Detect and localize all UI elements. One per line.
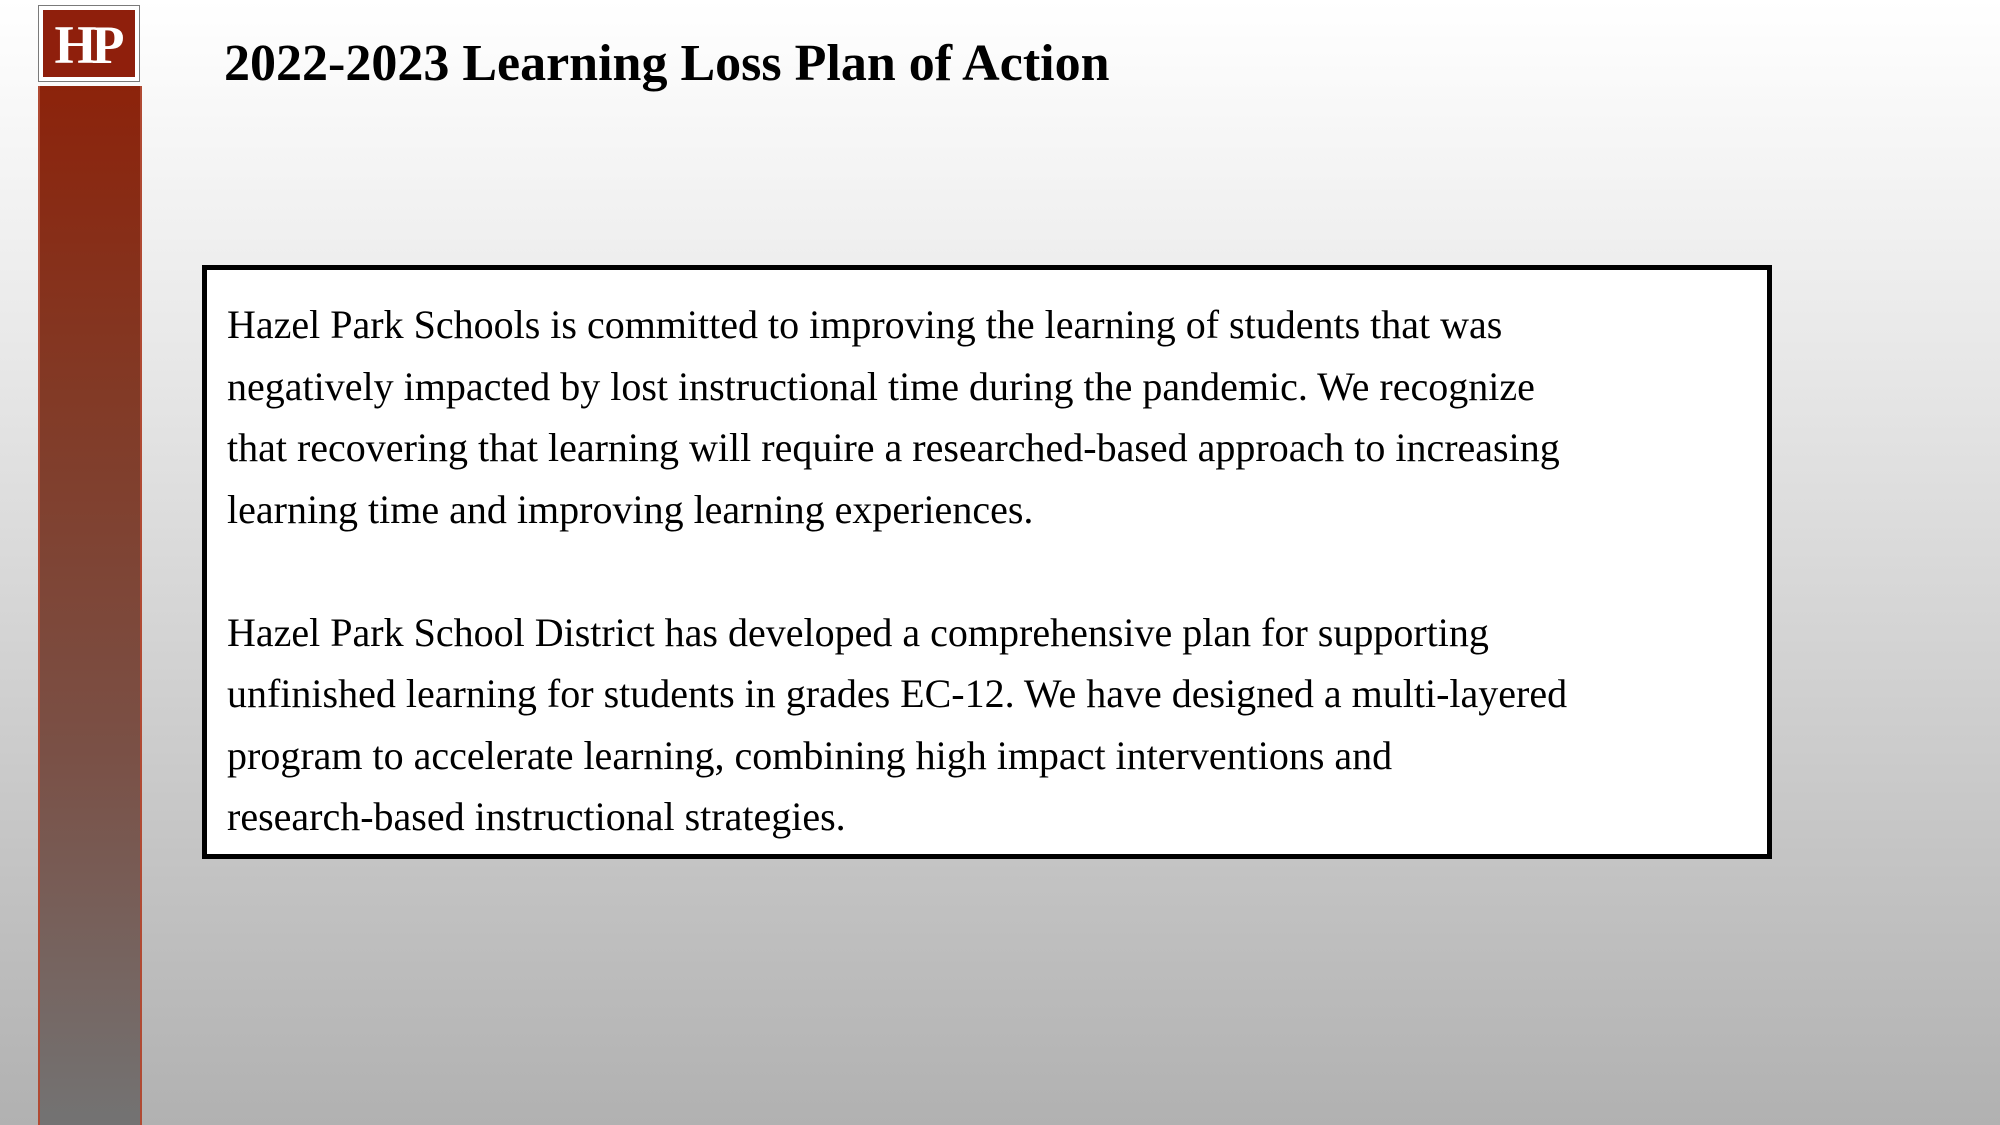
paragraph-line: Hazel Park School District has developed a comprehensive plan for supporting <box>227 609 1489 655</box>
slide-title: 2022-2023 Learning Loss Plan of Action <box>224 35 1110 92</box>
paragraph-line: Hazel Park Schools is committed to improving the learning of students that was <box>227 302 1503 347</box>
logo-badge <box>43 10 135 77</box>
paragraph-commitment <box>227 294 1767 540</box>
content-text-box <box>202 265 1772 859</box>
logo-text: HP <box>54 14 120 75</box>
paragraph-line: learning time and improving learning experiences. <box>227 486 1034 532</box>
paragraph-line: program to accelerate learning, combining high impact interventions and <box>227 732 1393 778</box>
paragraph-line: research-based instructional strategies. <box>227 794 846 839</box>
side-accent-bar <box>38 86 142 1125</box>
paragraph-plan <box>227 602 1767 848</box>
hp-logo <box>38 5 140 82</box>
paragraph-line: negatively impacted by lost instructional time during the pandemic. We recognize <box>227 363 1535 409</box>
paragraph-line: unfinished learning for students in grades EC-12. We have designed a multi-layered <box>227 671 1568 716</box>
paragraph-line: that recovering that learning will require a researched-based approach to increasing <box>227 425 1560 470</box>
